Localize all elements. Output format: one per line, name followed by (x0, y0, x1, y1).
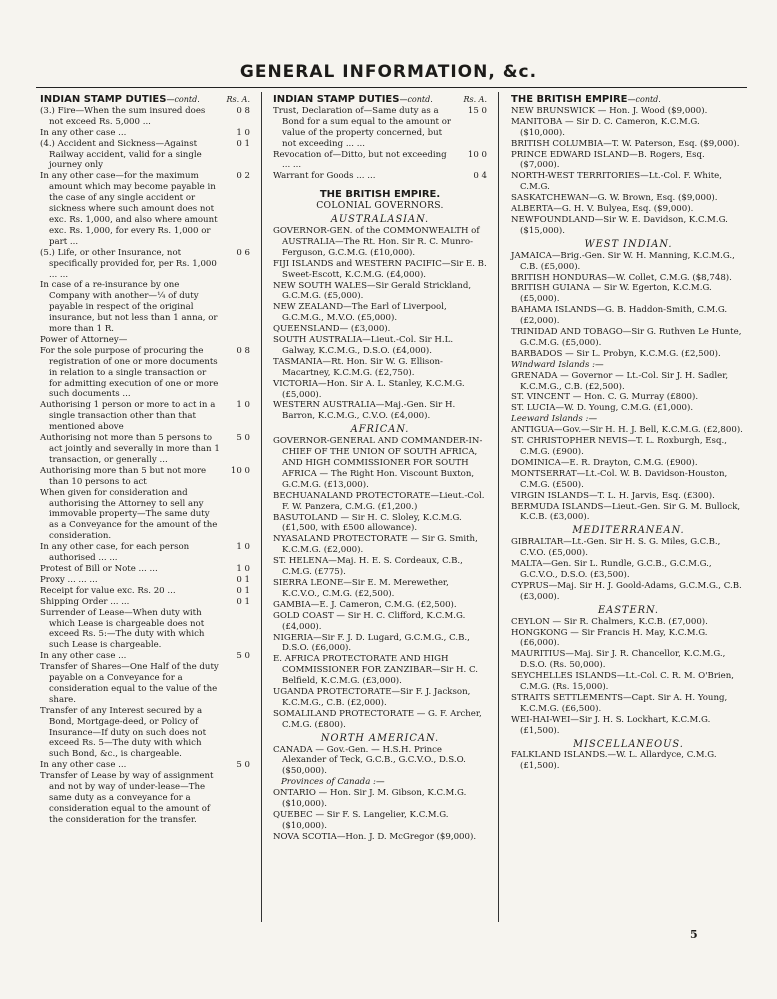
region-african: AFRICAN. (350, 424, 410, 436)
col1-entry-text: (4.) Accident and Sickness—Against Railway accident, valid for a single journey only (40, 138, 202, 171)
column-3 (511, 95, 746, 772)
governor-entry: NEW BRUNSWICK — Hon. J. Wood ($9,000). (511, 105, 708, 116)
column-2 (273, 95, 487, 843)
column-divider-1 (261, 92, 262, 922)
governor-entry: SOUTH AUSTRALIA—Lieut.-Col. Sir H.L. Galway, K.C.M.G., D.S.O. (£4,000). (273, 335, 454, 356)
governor-entry: FIJI ISLANDS and WESTERN PACIFIC—Sir E. B. Sweet-Escott, K.C.M.G. (£4,000). (273, 258, 487, 280)
governor-entry: CEYLON — Sir R. Chalmers, K.C.B. (£7,000). (511, 616, 708, 627)
col1-entry-text: Transfer of any Interest secured by a Bond, Mortgage-deed, or Policy of Insurance—If duty on such does not exceed Rs. 5—The duty with which such Bond, &c., is chargeable. (40, 705, 207, 760)
col1-entry-amount: 0 1 (236, 138, 250, 149)
col1-entry (40, 280, 250, 335)
governor-entry: NYASALAND PROTECTORATE — Sir G. Smith, K.C.M.G. (£2,000). (273, 534, 478, 556)
col1-entry (40, 171, 250, 247)
title-rule (36, 87, 747, 88)
governor-entry: UGANDA PROTECTORATE—Sir F. J. Jackson, K.C.M.G., C.B. (£2,000). (273, 687, 471, 708)
governor-entry: BRITISH GUIANA — Sir W. Egerton, K.C.M.G. (£5,000). (511, 283, 712, 305)
col1-entry-amount: 1 0 (236, 542, 250, 553)
col3-contd: —contd. (627, 95, 661, 104)
col2-entry-amount: 10 0 (467, 149, 487, 160)
north-american-entries (273, 788, 487, 843)
governor-entry: ST. LUCIA—W. D. Young, C.M.G. (£1,000). (511, 403, 694, 414)
governor-entry: GAMBIA—E. J. Cameron, C.M.G. (£2,500). (273, 599, 457, 610)
col1-amount-header: Rs. A. (226, 95, 250, 104)
col1-entry (40, 346, 250, 401)
col2-entry-text: Revocation of—Ditto, but not exceeding ... ... (273, 149, 447, 171)
col1-entry-amount: 0 1 (236, 596, 250, 607)
governor-entry: BAHAMA ISLANDS—G. B. Haddon-Smith, C.M.G. (£2,000). (511, 305, 728, 327)
governor-entry: BECHUANALAND PROTECTORATE—Lieut.-Col. F. W. Panzera, C.M.G. (£1,200.) (273, 490, 485, 512)
windward-label: Windward Islands :— (511, 359, 604, 370)
col1-entry (40, 542, 250, 564)
page-number: 5 (690, 928, 698, 941)
governor-entry: JAMAICA—Brig.-Gen. Sir W. H. Manning, K.C.M.G., C.B. (£5,000). (511, 250, 735, 272)
governor-entry: PRINCE EDWARD ISLAND—B. Rogers, Esq. ($7,000). (511, 149, 705, 171)
governor-entry: MALTA—Gen. Sir L. Rundle, G.C.B., G.C.M.G., G.C.V.O., D.S.O. (£3,500). (511, 559, 712, 580)
col1-entry (40, 248, 250, 281)
governor-entry: QUEBEC — Sir F. S. Langelier, K.C.M.G. ($10,000). (273, 810, 449, 831)
column-divider-2 (498, 92, 499, 922)
col1-entry (40, 760, 250, 771)
col1-entry-text: (5.) Life, or other Insurance, not specifically provided for, per Rs. 1,000 ... ... (40, 247, 217, 280)
col1-entry-amount (220, 662, 250, 706)
col1-entry (40, 706, 250, 761)
col1-entry-amount: 0 6 (236, 247, 250, 258)
col1-entry-text: When given for consideration and authorising the Attorney to sell any immovable property—The same duty as a Conveyance for the amount of the consideration. (40, 487, 218, 542)
governor-entry: ST. VINCENT — Hon. C. G. Murray (£800). (511, 392, 699, 403)
governor-entry: NOVA SCOTIA—Hon. J. D. McGregor ($9,000). (273, 831, 477, 842)
col1-entry-amount: 1 0 (236, 127, 250, 138)
governor-entry: STRAITS SETTLEMENTS—Capt. Sir A. H. Young, K.C.M.G. (£6,500). (511, 692, 728, 714)
governor-entry: WEI-HAI-WEI—Sir J. H. S. Lockhart, K.C.M.G. (£1,500). (511, 714, 711, 736)
governor-entry: ANTIGUA—Gov.—Sir H. H. J. Bell, K.C.M.G. (£2,800). (511, 425, 743, 436)
col1-entry (40, 771, 250, 826)
col1-entry (40, 433, 250, 466)
leeward-label: Leeward Islands :— (511, 414, 598, 425)
region-west-indian: WEST INDIAN. (584, 238, 673, 250)
mediterranean-entries (511, 537, 746, 602)
windward-entries (511, 371, 746, 415)
australasian-entries (273, 226, 487, 422)
col1-entry (40, 586, 250, 597)
col1-entry-text: In any other case ... (40, 127, 127, 138)
col1-entry (40, 466, 250, 488)
col1-entry (40, 128, 250, 139)
col1-entry-text: In any other case, for each person authorised ... ... (40, 542, 190, 564)
column-1 (40, 95, 250, 826)
governor-entry: SEYCHELLES ISLANDS—Lt.-Col. C. R. M. O'Brien, C.M.G. (Rs. 15,000). (511, 671, 735, 693)
col1-entry-text: Receipt for value exc. Rs. 20 ... (40, 585, 176, 596)
eastern-entries (511, 617, 746, 737)
col2-entry (273, 171, 487, 182)
col1-entry (40, 400, 250, 433)
governor-entry: BRITISH HONDURAS—W. Collet, C.M.G. ($8,748). (511, 272, 732, 283)
col1-entry-text: Surrender of Lease—When duty with which Lease is chargeable does not exceed Rs. 5:—The duty with which such Lease is chargeable. (40, 607, 205, 651)
col1-entry (40, 651, 250, 662)
col1-entry (40, 139, 250, 172)
col1-entry-amount (220, 488, 250, 543)
col1-entry-amount: 1 0 (236, 400, 250, 411)
col1-entry (40, 564, 250, 575)
col1-entry-text: In any other case ... (40, 760, 127, 771)
canada-entry: CANADA — Gov.-Gen. — H.S.H. Prince Alexander of Teck, G.C.B., G.C.V.O., D.S.O. ($50,000). (273, 744, 466, 777)
bermuda-entry: BERMUDA ISLANDS—Lieut.-Gen. Sir G. M. Bullock, K.C.B. (£3,000). (511, 501, 741, 523)
governor-entry: MAURITIUS—Maj. Sir J. R. Chancellor, K.C.M.G., D.S.O. (Rs. 50,000). (511, 649, 726, 671)
governor-entry: QUEENSLAND— (£3,000). (273, 324, 391, 335)
governor-entry: TASMANIA—Rt. Hon. Sir W. G. Ellison-Macartney, K.C.M.G. (£2,750). (273, 356, 443, 378)
governor-entry: TRINIDAD AND TOBAGO—Sir G. Ruthven Le Hunte, G.C.M.G. (£5,000). (511, 327, 742, 348)
col3-heading: THE BRITISH EMPIRE (511, 94, 628, 105)
governor-entry: GOLD COAST — Sir H. C. Clifford, K.C.M.G. (£4,000). (273, 610, 466, 632)
col1-entry (40, 608, 250, 652)
col2-amount-header: Rs. A. (463, 95, 487, 104)
col2-entries (273, 106, 487, 182)
governor-entry: BARBADOS — Sir L. Probyn, K.C.M.G. (£2,500). (511, 348, 721, 359)
provinces-label: Provinces of Canada :— (281, 777, 385, 788)
col1-entry-amount (220, 335, 250, 346)
empire-subheading: COLONIAL GOVERNORS. (316, 200, 444, 212)
governor-entry: NEW SOUTH WALES—Sir Gerald Strickland, G.C.M.G. (£5,000). (273, 280, 472, 302)
col2-entry-text: Trust, Declaration of—Same duty as a Bond for a sum equal to the amount or value of the property concerned, but not exceeding ... ... (273, 105, 452, 149)
miscellaneous-entries (511, 750, 746, 772)
col2-heading: INDIAN STAMP DUTIES (273, 94, 400, 105)
governor-entry: CYPRUS—Maj. Sir H. J. Goold-Adams, G.C.M.G., C.B. (£3,000). (511, 580, 742, 602)
col3-heading-row (511, 95, 746, 106)
governor-entry: VICTORIA—Hon. Sir A. L. Stanley, K.C.M.G. (£5,000). (273, 378, 465, 400)
col1-entry-text: Authorising not more than 5 persons to act jointly and severally in more than 1 transaction, or generally ... (40, 433, 220, 465)
col1-entry-amount: 1 0 (236, 563, 250, 574)
region-mediterranean: MEDITERRANEAN. (572, 525, 685, 537)
col1-entry-amount (220, 280, 250, 335)
governor-entry: NEWFOUNDLAND—Sir W. E. Davidson, K.C.M.G. ($15,000). (511, 214, 728, 236)
governor-entry: VIRGIN ISLANDS—T. L. H. Jarvis, Esq. (£300). (511, 490, 715, 501)
col1-entry-amount: 5 0 (236, 760, 250, 771)
col1-entry (40, 575, 250, 586)
governor-entry: GOVERNOR-GEN. of the COMMONWEALTH of AUSTRALIA—The Rt. Hon. Sir R. C. Munro-Ferguson, G.C.M.G. (£10,000). (273, 225, 480, 258)
region-miscellaneous: MISCELLANEOUS. (573, 738, 684, 750)
col2-entry-text: Warrant for Goods ... ... (273, 171, 376, 182)
col1-entry-text: Protest of Bill or Note ... ... (40, 563, 158, 574)
governor-entry: FALKLAND ISLANDS.—W. L. Allardyce, C.M.G. (£1,500). (511, 750, 717, 772)
col2-entry-amount: 0 4 (473, 171, 487, 182)
col2-entry (273, 106, 487, 150)
col1-entry (40, 662, 250, 706)
leeward-entries (511, 425, 746, 501)
col1-heading: INDIAN STAMP DUTIES (40, 94, 167, 105)
col1-entry (40, 106, 250, 128)
col1-heading-row (40, 95, 250, 106)
col1-entry-amount: 5 0 (236, 651, 250, 662)
col1-entry-amount: 0 8 (236, 105, 250, 116)
governor-entry: NORTH-WEST TERRITORIES—Lt.-Col. F. White, C.M.G. (511, 171, 722, 193)
col1-entry-text: (3.) Fire—When the sum insured does not exceed Rs. 5,000 ... (40, 105, 206, 127)
governor-entry: NEW ZEALAND—The Earl of Liverpool, G.C.M.G., M.V.O. (£5,000). (273, 302, 447, 324)
col1-entry-text: For the sole purpose of procuring the registration of one or more documents in relation to a single transaction or for admitting execution of one or more such documents ... (40, 345, 219, 400)
governor-entry: ONTARIO — Hon. Sir J. M. Gibson, K.C.M.G. ($10,000). (273, 788, 467, 810)
col1-entry-amount (220, 608, 250, 652)
col1-entry-text: Transfer of Lease by way of assignment and not by way of under-lease—The same duty as a conveyance for a consideration equal to the amount of the consideration for the transfer. (40, 771, 214, 825)
col1-entry-text: Shipping Order ... ... (40, 596, 130, 607)
governor-entry: SASKATCHEWAN—G. W. Brown, Esq. ($9,000). (511, 193, 718, 204)
governor-entry: E. AFRICA PROTECTORATE AND HIGH COMMISSIONER FOR ZANZIBAR—Sir H. C. Belfield, K.C.M.G. (£3,000). (273, 654, 478, 687)
col1-entry (40, 488, 250, 543)
col1-entry-amount: 0 8 (236, 345, 250, 356)
col1-entry-amount (220, 706, 250, 761)
governor-entry: NIGERIA—Sir F. J. D. Lugard, G.C.M.G., C.B., D.S.O. (£6,000). (273, 632, 470, 654)
col1-entry-text: Power of Attorney— (40, 334, 128, 345)
col1-entry-text: In case of a re-insurance by one Company with another—¼ of duty payable in respect of the original insurance, but not less than 1 anna, or more than 1 R. (40, 280, 218, 335)
col2-entry-amount: 15 0 (467, 105, 487, 116)
col2-heading-row (273, 95, 487, 106)
governor-entry: WESTERN AUSTRALIA—Maj.-Gen. Sir H. Barron, K.C.M.G., C.V.O. (£4,000). (273, 400, 456, 422)
governor-entry: BRITISH COLUMBIA—T. W. Paterson, Esq. ($9,000). (511, 138, 740, 149)
governor-entry: ST. HELENA—Maj. H. E. S. Cordeaux, C.B., C.M.G. (£775). (273, 556, 463, 578)
col1-entries (40, 106, 250, 826)
governor-entry: ALBERTA—G. H. V. Bulyea, Esq. ($9,000). (511, 204, 694, 215)
governor-entry: ST. CHRISTOPHER NEVIS—T. L. Roxburgh, Esq., C.M.G. (£900). (511, 436, 727, 457)
col2-contd: —contd. (399, 95, 433, 104)
governor-entry: MONTSERRAT—Lt.-Col. W. B. Davidson-Houston, C.M.G. (£500). (511, 468, 728, 490)
page-title: GENERAL INFORMATION, &c. (239, 62, 538, 82)
col1-entry-amount: 0 2 (236, 171, 250, 182)
west-indian-entries (511, 251, 746, 360)
col1-entry-amount: 10 0 (230, 465, 250, 476)
governor-entry: DOMINICA—E. R. Drayton, C.M.G. (£900). (511, 457, 698, 468)
col1-entry-amount (220, 771, 250, 826)
empire-heading: THE BRITISH EMPIRE. (319, 189, 441, 201)
col1-entry-text: In any other case—for the maximum amount which may become payable in the case of any single accident or sickness where such amount does not exc. Rs. 1,000, and also where amount exc. Rs. 1,000, for every Rs. 1,000 or part ... (40, 171, 218, 247)
region-australasian: AUSTRALASIAN. (330, 214, 430, 226)
governor-entry: SIERRA LEONE—Sir E. M. Merewether, K.C.V.O., C.M.G. (£2,500). (273, 577, 449, 599)
col1-entry-text: Proxy ... ... ... (40, 574, 98, 585)
governor-entry: GIBRALTAR—Lt.-Gen. Sir H. S. G. Miles, G.C.B., C.V.O. (£5,000). (511, 537, 721, 559)
col1-entry-amount: 0 1 (236, 585, 250, 596)
col1-entry-text: In any other case ... (40, 651, 127, 662)
governor-entry: HONGKONG — Sir Francis H. May, K.C.M.G. (£6,000). (511, 627, 708, 649)
col1-entry-text: Transfer of Shares—One Half of the duty payable on a Conveyance for a consideration equal to the value of the share. (40, 662, 219, 705)
col1-contd: —contd. (166, 95, 200, 104)
col1-entry (40, 335, 250, 346)
governor-entry: MANITOBA — Sir D. C. Cameron, K.C.M.G. ($10,000). (511, 116, 700, 138)
governor-entry: GRENADA — Governor — Lt.-Col. Sir J. H. Sadler, K.C.M.G., C.B. (£2,500). (511, 370, 729, 392)
col1-entry-text: Authorising more than 5 but not more than 10 persons to act (40, 465, 207, 487)
col1-entry-amount: 5 0 (236, 433, 250, 444)
governor-entry: BASUTOLAND — Sir H. C. Sloley, K.C.M.G. (£1,500, with £500 allowance). (273, 512, 462, 534)
region-eastern: EASTERN. (597, 604, 660, 616)
governor-entry: GOVERNOR-GENERAL AND COMMANDER-IN-CHIEF OF THE UNION OF SOUTH AFRICA, AND HIGH COMMISSIONER FOR SOUTH AFRICA — The Right Hon. Viscount Buxton, G.C.M.G. (£13,000). (273, 436, 483, 490)
col1-entry (40, 597, 250, 608)
col1-entry-text: Authorising 1 person or more to act in a single transaction other than that mentioned above (40, 400, 216, 433)
african-entries (273, 436, 487, 730)
canada-provinces-entries (511, 106, 746, 237)
governor-entry: SOMALILAND PROTECTORATE — G. F. Archer, C.M.G. (£800). (273, 708, 482, 730)
col2-entry (273, 150, 487, 172)
col1-entry-amount: 0 1 (236, 574, 250, 585)
region-north-american: NORTH AMERICAN. (320, 732, 440, 744)
